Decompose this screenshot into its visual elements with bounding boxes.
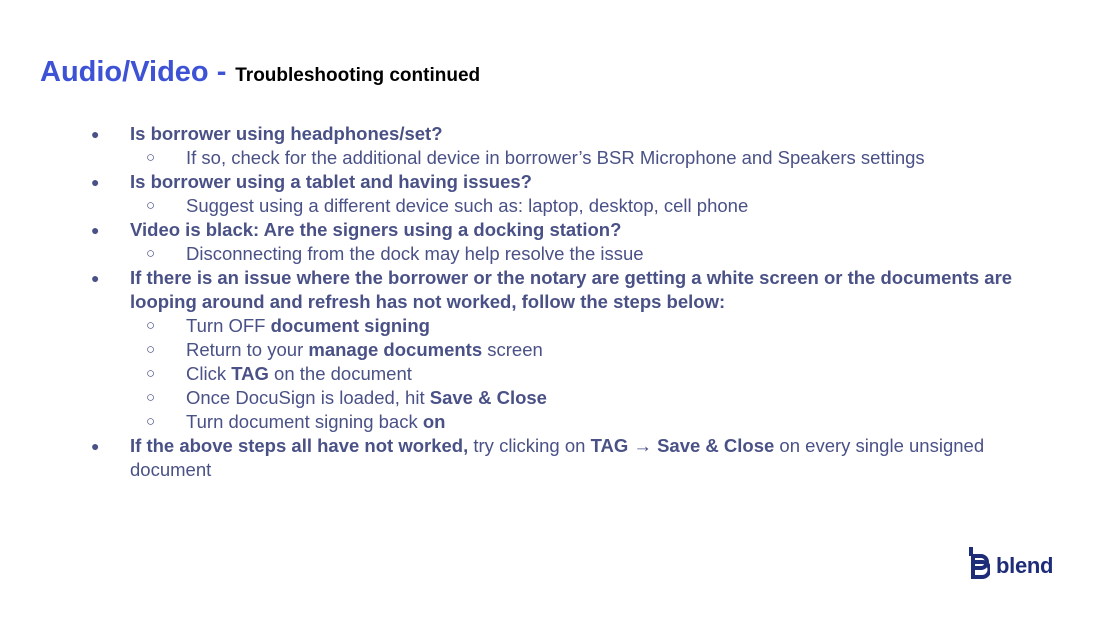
step-text: Turn document signing back: [186, 411, 423, 432]
step-emphasis: manage documents: [308, 339, 483, 360]
step-text: Once DocuSign is loaded, hit: [186, 387, 430, 408]
bullet-headphones: [90, 122, 1030, 146]
step-text: Turn OFF: [186, 315, 271, 336]
bullet-dot: ●: [91, 174, 100, 190]
sub-bullet: [90, 242, 1030, 266]
step-text: Return to your: [186, 339, 309, 360]
sub-bullet-step-4: [90, 386, 1030, 410]
sub-bullet-dot: ○: [146, 341, 156, 358]
sub-bullet-step-5: [90, 410, 1030, 434]
blend-logo: [968, 546, 1053, 585]
fallback-emphasis: TAG: [590, 435, 629, 456]
bullet-dot: ●: [91, 438, 100, 454]
sub-bullet-dot: ○: [146, 317, 156, 334]
step-emphasis: TAG: [231, 363, 269, 384]
sub-bullet: [90, 194, 1030, 218]
sub-bullet-text: Disconnecting from the dock may help resolve the issue: [186, 243, 644, 264]
bullet-heading: Video is black: Are the signers using a docking station?: [130, 219, 622, 240]
bullet-heading: Is borrower using headphones/set?: [130, 123, 443, 144]
step-text: on the document: [268, 363, 412, 384]
sub-bullet-step-2: [90, 338, 1030, 362]
bullet-heading: If there is an issue where the borrower or the notary are getting a white screen or the documents are looping around and refresh has not worked, follow the steps below:: [130, 267, 1013, 312]
step-emphasis: on: [422, 411, 446, 432]
sub-bullet-dot: ○: [146, 149, 156, 166]
bullet-dot: ●: [91, 270, 100, 286]
step-text: screen: [482, 339, 543, 360]
sub-bullet-dot: ○: [146, 413, 156, 430]
bullet-dot: ●: [91, 222, 100, 238]
sub-bullet-dot: ○: [146, 245, 156, 262]
sub-bullet-text: If so, check for the additional device in borrower’s BSR Microphone and Speakers settings: [186, 147, 925, 168]
arrow-icon: →: [628, 435, 658, 456]
bullet-dot: ●: [91, 126, 100, 142]
sub-bullet-step-3: [90, 362, 1030, 386]
step-text: Click: [186, 363, 232, 384]
logo-text: blend: [996, 552, 1054, 578]
slide-title: [40, 52, 480, 89]
step-emphasis: Save & Close: [429, 387, 547, 408]
fallback-emphasis: Save & Close: [657, 435, 775, 456]
troubleshooting-list: [90, 122, 1030, 482]
title-main: Audio/Video -: [40, 56, 227, 88]
sub-bullet-text: Suggest using a different device such as: laptop, desktop, cell phone: [186, 195, 749, 216]
fallback-text: try clicking on: [468, 435, 591, 456]
step-emphasis: document signing: [270, 315, 430, 336]
bullet-tablet: [90, 170, 1030, 194]
sub-bullet-step-1: [90, 314, 1030, 338]
sub-bullet-dot: ○: [146, 389, 156, 406]
bullet-heading: Is borrower using a tablet and having issues?: [130, 171, 532, 192]
fallback-lead: If the above steps all have not worked,: [130, 435, 469, 456]
blend-logo-icon: [968, 546, 990, 585]
sub-bullet-dot: ○: [146, 197, 156, 214]
fallback-text: on every single unsigned document: [130, 435, 985, 480]
title-sub: Troubleshooting continued: [235, 65, 481, 86]
bullet-video-black: [90, 218, 1030, 242]
sub-bullet: [90, 146, 1030, 170]
bullet-fallback: [90, 434, 1030, 482]
sub-bullet-dot: ○: [146, 365, 156, 382]
bullet-white-screen: [90, 266, 1030, 314]
